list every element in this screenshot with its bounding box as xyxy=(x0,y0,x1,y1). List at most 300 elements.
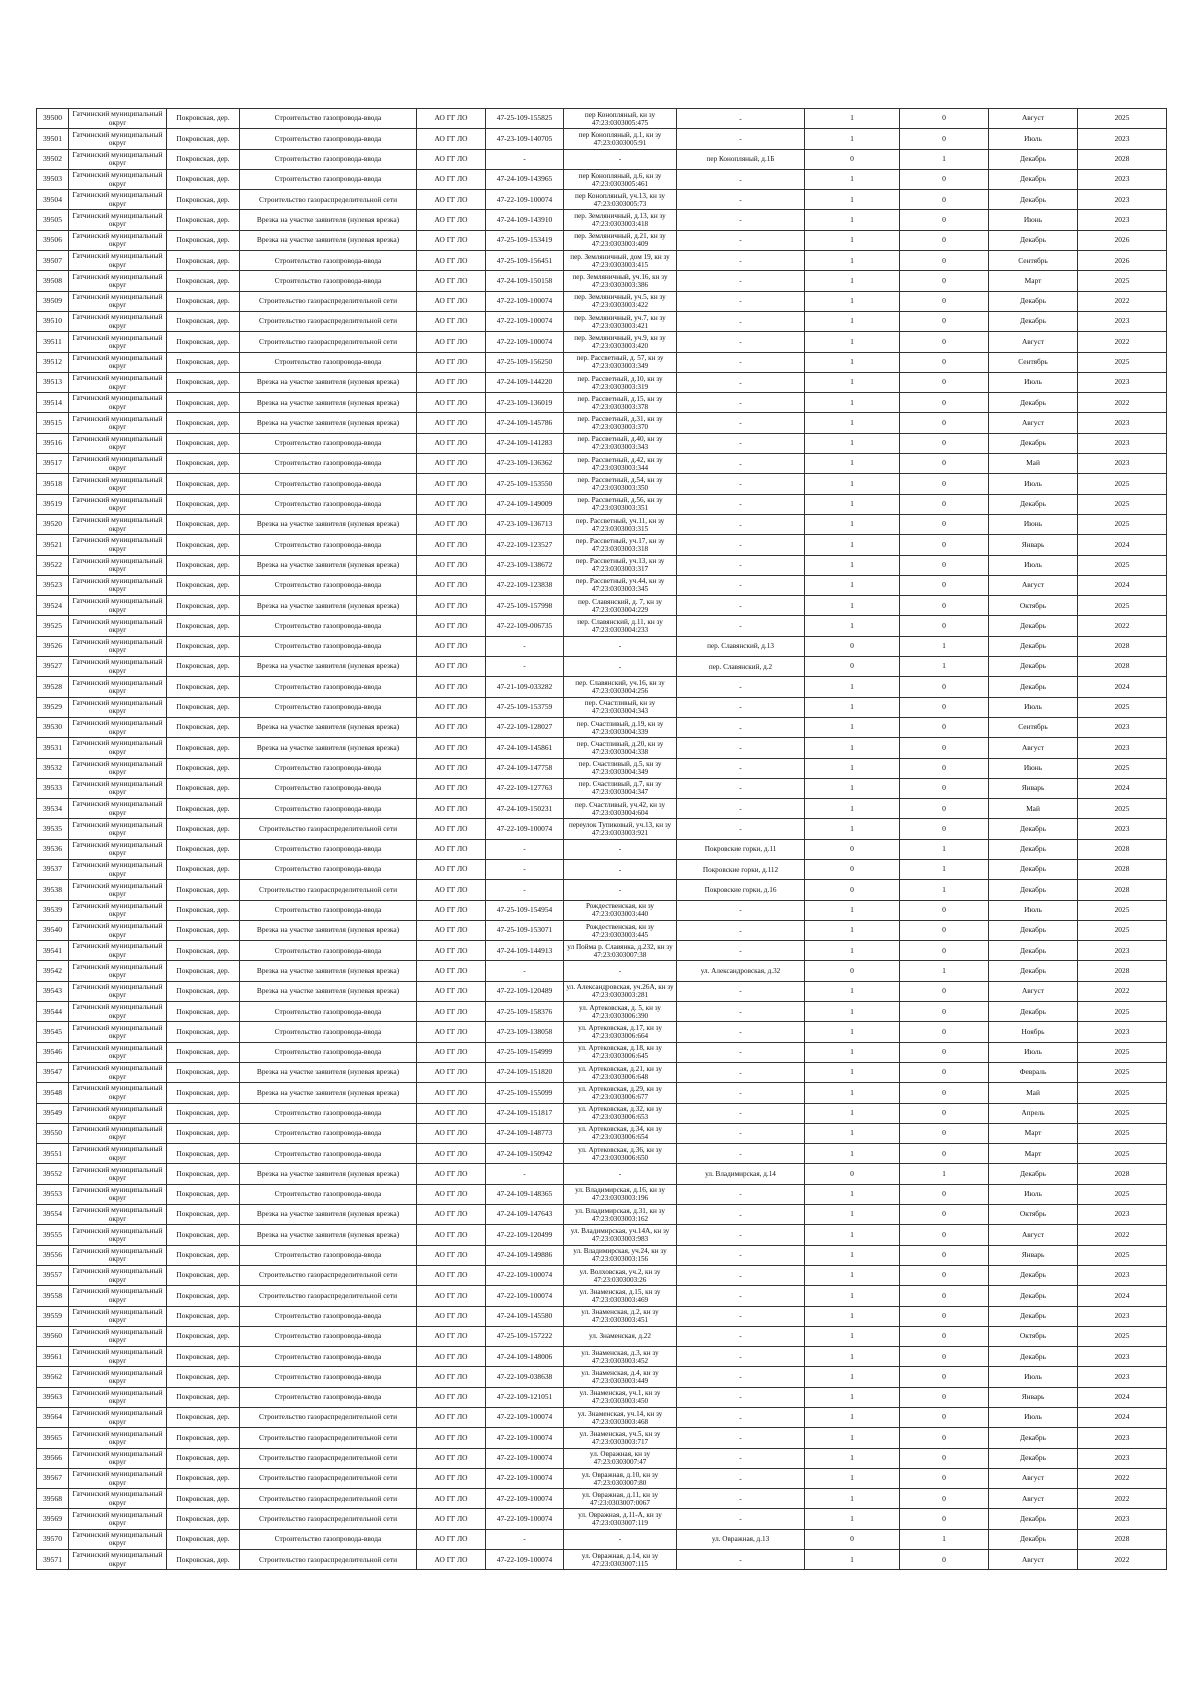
cell-address: - xyxy=(677,981,805,1001)
cell-row-id: 39551 xyxy=(37,1144,69,1164)
cell-month: Май xyxy=(989,454,1078,474)
cell-count-a: 1 xyxy=(805,109,900,129)
cell-count-a: 1 xyxy=(805,1408,900,1428)
cell-address: - xyxy=(677,1225,805,1245)
cell-month: Июль xyxy=(989,697,1078,717)
cell-address: - xyxy=(677,1205,805,1225)
cell-organization: АО ГГ ЛО xyxy=(417,961,486,981)
cell-contract-number: 47-25-109-157222 xyxy=(486,1326,564,1346)
table-row xyxy=(37,1367,1167,1387)
table-row xyxy=(37,758,1167,778)
cell-district: Гатчинский муниципальный округ xyxy=(69,1022,167,1042)
cell-contract-number: 47-22-109-123527 xyxy=(486,535,564,555)
cell-month: Декабрь xyxy=(989,920,1078,940)
cell-count-b: 0 xyxy=(900,1205,989,1225)
cell-organization: АО ГГ ЛО xyxy=(417,555,486,575)
cell-settlement: Покровская, дер. xyxy=(167,596,240,616)
cell-organization: АО ГГ ЛО xyxy=(417,1468,486,1488)
cell-address: - xyxy=(677,717,805,737)
cell-address-cadastral: - xyxy=(564,1529,677,1549)
table-row xyxy=(37,1408,1167,1428)
cell-contract-number: 47-25-109-158376 xyxy=(486,1002,564,1022)
cell-address: - xyxy=(677,109,805,129)
cell-organization: АО ГГ ЛО xyxy=(417,129,486,149)
table-row xyxy=(37,291,1167,311)
table-row xyxy=(37,311,1167,331)
cell-count-b: 0 xyxy=(900,433,989,453)
cell-work-type: Строительство газопровода-ввода xyxy=(240,535,417,555)
cell-address: - xyxy=(677,1062,805,1082)
table-row xyxy=(37,169,1167,189)
cell-month: Июль xyxy=(989,474,1078,494)
cell-address-cadastral: пер. Рассветный, д.31, кн зу 47:23:0303003:370 xyxy=(564,413,677,433)
cell-address-cadastral: - xyxy=(564,1164,677,1184)
cell-count-a: 1 xyxy=(805,1509,900,1529)
cell-district: Гатчинский муниципальный округ xyxy=(69,190,167,210)
cell-count-b: 0 xyxy=(900,1448,989,1468)
cell-contract-number: 47-24-109-148006 xyxy=(486,1347,564,1367)
cell-month: Январь xyxy=(989,1387,1078,1407)
cell-count-a: 0 xyxy=(805,961,900,981)
cell-work-type: Врезка на участке заявителя (нулевая врезка) xyxy=(240,1225,417,1245)
cell-count-b: 0 xyxy=(900,271,989,291)
cell-settlement: Покровская, дер. xyxy=(167,738,240,758)
cell-district: Гатчинский муниципальный округ xyxy=(69,799,167,819)
cell-district: Гатчинский муниципальный округ xyxy=(69,1387,167,1407)
cell-row-id: 39513 xyxy=(37,372,69,392)
cell-district: Гатчинский муниципальный округ xyxy=(69,1083,167,1103)
cell-year: 2026 xyxy=(1078,251,1167,271)
table-row xyxy=(37,616,1167,636)
cell-month: Август xyxy=(989,109,1078,129)
table-row xyxy=(37,1265,1167,1285)
cell-contract-number: 47-24-109-150158 xyxy=(486,271,564,291)
cell-count-a: 1 xyxy=(805,129,900,149)
cell-count-b: 0 xyxy=(900,1387,989,1407)
table-row xyxy=(37,454,1167,474)
cell-settlement: Покровская, дер. xyxy=(167,1387,240,1407)
cell-year: 2025 xyxy=(1078,920,1167,940)
cell-work-type: Врезка на участке заявителя (нулевая врезка) xyxy=(240,1164,417,1184)
cell-settlement: Покровская, дер. xyxy=(167,149,240,169)
cell-contract-number: 47-24-109-144220 xyxy=(486,372,564,392)
cell-address-cadastral: ул. Артековская, д.17, кн зу 47:23:0303006:664 xyxy=(564,1022,677,1042)
table-row xyxy=(37,859,1167,879)
cell-contract-number: 47-24-109-147643 xyxy=(486,1205,564,1225)
cell-year: 2025 xyxy=(1078,1123,1167,1143)
cell-organization: АО ГГ ЛО xyxy=(417,190,486,210)
cell-count-a: 1 xyxy=(805,1022,900,1042)
cell-address-cadastral: ул. Овражная, д.11, кн зу 47:23:0303007:0067 xyxy=(564,1489,677,1509)
cell-row-id: 39559 xyxy=(37,1306,69,1326)
cell-count-b: 0 xyxy=(900,1286,989,1306)
cell-contract-number: 47-24-109-147758 xyxy=(486,758,564,778)
cell-year: 2022 xyxy=(1078,291,1167,311)
cell-count-b: 1 xyxy=(900,1164,989,1184)
cell-count-a: 1 xyxy=(805,819,900,839)
cell-contract-number: 47-24-109-143965 xyxy=(486,169,564,189)
cell-count-a: 1 xyxy=(805,555,900,575)
cell-count-a: 1 xyxy=(805,433,900,453)
cell-district: Гатчинский муниципальный округ xyxy=(69,778,167,798)
cell-year: 2023 xyxy=(1078,190,1167,210)
cell-address: - xyxy=(677,1002,805,1022)
cell-contract-number: 47-22-109-038638 xyxy=(486,1367,564,1387)
cell-address-cadastral: пер. Земляничный, уч.5, кн зу 47:23:0303003:422 xyxy=(564,291,677,311)
cell-row-id: 39512 xyxy=(37,352,69,372)
cell-address: Покровские горки, д.11 xyxy=(677,839,805,859)
cell-contract-number: - xyxy=(486,636,564,656)
cell-address: - xyxy=(677,291,805,311)
cell-settlement: Покровская, дер. xyxy=(167,474,240,494)
cell-count-b: 0 xyxy=(900,535,989,555)
cell-address: - xyxy=(677,596,805,616)
cell-organization: АО ГГ ЛО xyxy=(417,372,486,392)
cell-count-b: 0 xyxy=(900,210,989,230)
cell-settlement: Покровская, дер. xyxy=(167,1123,240,1143)
cell-month: Декабрь xyxy=(989,677,1078,697)
cell-address-cadastral: - xyxy=(564,657,677,677)
cell-contract-number: 47-24-109-145786 xyxy=(486,413,564,433)
cell-organization: АО ГГ ЛО xyxy=(417,1306,486,1326)
cell-month: Август xyxy=(989,332,1078,352)
cell-address-cadastral: ул. Знаменская, д.4, кн зу 47:23:0303003:449 xyxy=(564,1367,677,1387)
cell-contract-number: - xyxy=(486,859,564,879)
cell-work-type: Строительство газопровода-ввода xyxy=(240,1529,417,1549)
cell-address: - xyxy=(677,1103,805,1123)
cell-year: 2022 xyxy=(1078,1489,1167,1509)
cell-settlement: Покровская, дер. xyxy=(167,352,240,372)
cell-count-a: 1 xyxy=(805,1428,900,1448)
cell-row-id: 39567 xyxy=(37,1468,69,1488)
cell-row-id: 39519 xyxy=(37,494,69,514)
table-row xyxy=(37,900,1167,920)
cell-district: Гатчинский муниципальный округ xyxy=(69,1550,167,1570)
cell-count-b: 0 xyxy=(900,1306,989,1326)
cell-month: Август xyxy=(989,1468,1078,1488)
cell-settlement: Покровская, дер. xyxy=(167,920,240,940)
cell-settlement: Покровская, дер. xyxy=(167,109,240,129)
cell-count-b: 1 xyxy=(900,961,989,981)
cell-month: Декабрь xyxy=(989,1347,1078,1367)
table-row xyxy=(37,1245,1167,1265)
cell-address: - xyxy=(677,799,805,819)
cell-row-id: 39518 xyxy=(37,474,69,494)
cell-address-cadastral: ул. Знаменская, д.22 xyxy=(564,1326,677,1346)
cell-month: Декабрь xyxy=(989,1306,1078,1326)
cell-count-b: 0 xyxy=(900,1144,989,1164)
cell-organization: АО ГГ ЛО xyxy=(417,1225,486,1245)
cell-count-b: 0 xyxy=(900,1367,989,1387)
cell-row-id: 39561 xyxy=(37,1347,69,1367)
cell-count-a: 1 xyxy=(805,210,900,230)
cell-row-id: 39523 xyxy=(37,575,69,595)
cell-work-type: Строительство газораспределительной сети xyxy=(240,291,417,311)
cell-address: - xyxy=(677,1408,805,1428)
cell-work-type: Строительство газопровода-ввода xyxy=(240,941,417,961)
cell-settlement: Покровская, дер. xyxy=(167,1489,240,1509)
table-row xyxy=(37,880,1167,900)
cell-count-a: 1 xyxy=(805,454,900,474)
cell-count-a: 1 xyxy=(805,332,900,352)
cell-district: Гатчинский муниципальный округ xyxy=(69,372,167,392)
cell-contract-number: 47-23-109-138672 xyxy=(486,555,564,575)
cell-organization: АО ГГ ЛО xyxy=(417,1083,486,1103)
cell-work-type: Строительство газопровода-ввода xyxy=(240,697,417,717)
cell-year: 2025 xyxy=(1078,1245,1167,1265)
cell-address-cadastral: Рождественская, кн зу 47:23:0303003:440 xyxy=(564,900,677,920)
table-row xyxy=(37,839,1167,859)
cell-address-cadastral: пер. Рассветный, уч.13, кн зу 47:23:0303003:317 xyxy=(564,555,677,575)
cell-count-a: 1 xyxy=(805,474,900,494)
cell-organization: АО ГГ ЛО xyxy=(417,149,486,169)
table-row xyxy=(37,920,1167,940)
cell-count-b: 0 xyxy=(900,778,989,798)
cell-district: Гатчинский муниципальный округ xyxy=(69,149,167,169)
cell-count-a: 1 xyxy=(805,1083,900,1103)
cell-settlement: Покровская, дер. xyxy=(167,1326,240,1346)
cell-row-id: 39531 xyxy=(37,738,69,758)
cell-district: Гатчинский муниципальный округ xyxy=(69,1326,167,1346)
cell-month: Декабрь xyxy=(989,657,1078,677)
cell-settlement: Покровская, дер. xyxy=(167,413,240,433)
cell-address: - xyxy=(677,819,805,839)
cell-settlement: Покровская, дер. xyxy=(167,717,240,737)
cell-count-b: 0 xyxy=(900,1347,989,1367)
cell-count-b: 0 xyxy=(900,109,989,129)
cell-address-cadastral: ул. Артековская, д.36, кн зу 47:23:0303006:650 xyxy=(564,1144,677,1164)
cell-count-b: 0 xyxy=(900,1083,989,1103)
cell-settlement: Покровская, дер. xyxy=(167,210,240,230)
cell-year: 2025 xyxy=(1078,1326,1167,1346)
cell-organization: АО ГГ ЛО xyxy=(417,1265,486,1285)
cell-contract-number: - xyxy=(486,149,564,169)
cell-district: Гатчинский муниципальный округ xyxy=(69,616,167,636)
cell-work-type: Врезка на участке заявителя (нулевая врезка) xyxy=(240,1083,417,1103)
cell-row-id: 39503 xyxy=(37,169,69,189)
cell-row-id: 39555 xyxy=(37,1225,69,1245)
cell-district: Гатчинский муниципальный округ xyxy=(69,1509,167,1529)
cell-district: Гатчинский муниципальный округ xyxy=(69,1164,167,1184)
table-row xyxy=(37,109,1167,129)
cell-organization: АО ГГ ЛО xyxy=(417,514,486,534)
cell-address-cadastral: ул. Артековская, д.34, кн зу 47:23:0303006:654 xyxy=(564,1123,677,1143)
cell-year: 2023 xyxy=(1078,738,1167,758)
cell-address-cadastral: пер Конопляный, уч.13, кн зу 47:23:0303005:73 xyxy=(564,190,677,210)
table-row xyxy=(37,393,1167,413)
cell-settlement: Покровская, дер. xyxy=(167,677,240,697)
cell-address: - xyxy=(677,1509,805,1529)
cell-settlement: Покровская, дер. xyxy=(167,332,240,352)
cell-contract-number: 47-25-109-153550 xyxy=(486,474,564,494)
cell-settlement: Покровская, дер. xyxy=(167,941,240,961)
cell-address-cadastral: пер Конопляный, кн зу 47:23:0303005:475 xyxy=(564,109,677,129)
cell-year: 2024 xyxy=(1078,1387,1167,1407)
cell-month: Декабрь xyxy=(989,839,1078,859)
table-row xyxy=(37,1306,1167,1326)
cell-address: - xyxy=(677,1387,805,1407)
cell-count-a: 1 xyxy=(805,413,900,433)
cell-row-id: 39560 xyxy=(37,1326,69,1346)
cell-organization: АО ГГ ЛО xyxy=(417,900,486,920)
cell-count-b: 0 xyxy=(900,494,989,514)
cell-address-cadastral: ул. Знаменская, уч.14, кн зу 47:23:0303003:468 xyxy=(564,1408,677,1428)
cell-count-b: 1 xyxy=(900,657,989,677)
cell-district: Гатчинский муниципальный округ xyxy=(69,1103,167,1123)
cell-address-cadastral: пер. Рассветный, д.10, кн зу 47:23:0303003:319 xyxy=(564,372,677,392)
cell-contract-number: 47-21-109-033282 xyxy=(486,677,564,697)
cell-address-cadastral: пер. Земляничный, д.13, кн зу 47:23:0303003:418 xyxy=(564,210,677,230)
cell-year: 2025 xyxy=(1078,1002,1167,1022)
cell-year: 2023 xyxy=(1078,210,1167,230)
cell-month: Декабрь xyxy=(989,859,1078,879)
cell-district: Гатчинский муниципальный округ xyxy=(69,474,167,494)
cell-settlement: Покровская, дер. xyxy=(167,1306,240,1326)
cell-year: 2025 xyxy=(1078,596,1167,616)
cell-count-a: 1 xyxy=(805,799,900,819)
cell-count-b: 0 xyxy=(900,1184,989,1204)
cell-month: Декабрь xyxy=(989,1286,1078,1306)
cell-address-cadastral: пер. Рассветный, уч.11, кн зу 47:23:0303003:315 xyxy=(564,514,677,534)
cell-district: Гатчинский муниципальный округ xyxy=(69,332,167,352)
cell-row-id: 39552 xyxy=(37,1164,69,1184)
cell-row-id: 39528 xyxy=(37,677,69,697)
cell-year: 2028 xyxy=(1078,880,1167,900)
cell-district: Гатчинский муниципальный округ xyxy=(69,677,167,697)
cell-address: - xyxy=(677,1265,805,1285)
cell-contract-number: 47-24-109-151817 xyxy=(486,1103,564,1123)
cell-year: 2025 xyxy=(1078,1042,1167,1062)
cell-address: - xyxy=(677,941,805,961)
cell-settlement: Покровская, дер. xyxy=(167,230,240,250)
cell-count-a: 1 xyxy=(805,1468,900,1488)
cell-contract-number: 47-25-109-157998 xyxy=(486,596,564,616)
table-row xyxy=(37,1509,1167,1529)
cell-contract-number: 47-25-109-156451 xyxy=(486,251,564,271)
cell-year: 2024 xyxy=(1078,575,1167,595)
cell-year: 2023 xyxy=(1078,1367,1167,1387)
cell-year: 2024 xyxy=(1078,677,1167,697)
cell-row-id: 39548 xyxy=(37,1083,69,1103)
cell-settlement: Покровская, дер. xyxy=(167,1002,240,1022)
cell-contract-number: 47-22-109-123838 xyxy=(486,575,564,595)
cell-work-type: Строительство газопровода-ввода xyxy=(240,109,417,129)
cell-month: Декабрь xyxy=(989,1164,1078,1184)
cell-month: Август xyxy=(989,1489,1078,1509)
cell-organization: АО ГГ ЛО xyxy=(417,616,486,636)
cell-district: Гатчинский муниципальный округ xyxy=(69,555,167,575)
cell-count-b: 0 xyxy=(900,819,989,839)
cell-count-a: 0 xyxy=(805,859,900,879)
cell-address-cadastral: ул. Знаменская, уч.1, кн зу 47:23:0303003:450 xyxy=(564,1387,677,1407)
cell-contract-number: 47-24-109-144913 xyxy=(486,941,564,961)
cell-contract-number: 47-22-109-006735 xyxy=(486,616,564,636)
cell-contract-number: 47-25-109-154954 xyxy=(486,900,564,920)
cell-contract-number: - xyxy=(486,657,564,677)
table-row xyxy=(37,596,1167,616)
cell-organization: АО ГГ ЛО xyxy=(417,697,486,717)
cell-district: Гатчинский муниципальный округ xyxy=(69,1408,167,1428)
cell-work-type: Строительство газораспределительной сети xyxy=(240,190,417,210)
cell-month: Январь xyxy=(989,535,1078,555)
cell-organization: АО ГГ ЛО xyxy=(417,1448,486,1468)
cell-district: Гатчинский муниципальный округ xyxy=(69,961,167,981)
cell-month: Август xyxy=(989,575,1078,595)
cell-month: Сентябрь xyxy=(989,251,1078,271)
cell-row-id: 39556 xyxy=(37,1245,69,1265)
cell-organization: АО ГГ ЛО xyxy=(417,1022,486,1042)
cell-organization: АО ГГ ЛО xyxy=(417,1367,486,1387)
cell-contract-number: - xyxy=(486,880,564,900)
cell-address: - xyxy=(677,514,805,534)
cell-organization: АО ГГ ЛО xyxy=(417,1550,486,1570)
cell-address: - xyxy=(677,311,805,331)
cell-organization: АО ГГ ЛО xyxy=(417,880,486,900)
cell-organization: АО ГГ ЛО xyxy=(417,352,486,372)
table-row xyxy=(37,738,1167,758)
cell-organization: АО ГГ ЛО xyxy=(417,1326,486,1346)
cell-work-type: Строительство газораспределительной сети xyxy=(240,311,417,331)
cell-row-id: 39533 xyxy=(37,778,69,798)
cell-settlement: Покровская, дер. xyxy=(167,1428,240,1448)
cell-settlement: Покровская, дер. xyxy=(167,778,240,798)
cell-district: Гатчинский муниципальный округ xyxy=(69,1245,167,1265)
table-row xyxy=(37,555,1167,575)
cell-month: Сентябрь xyxy=(989,352,1078,372)
cell-organization: АО ГГ ЛО xyxy=(417,839,486,859)
cell-row-id: 39509 xyxy=(37,291,69,311)
cell-month: Июль xyxy=(989,1367,1078,1387)
cell-address-cadastral: пер. Земляничный, дом 19, кн зу 47:23:0303003:415 xyxy=(564,251,677,271)
cell-count-a: 0 xyxy=(805,839,900,859)
cell-row-id: 39501 xyxy=(37,129,69,149)
cell-district: Гатчинский муниципальный округ xyxy=(69,230,167,250)
cell-address: - xyxy=(677,900,805,920)
cell-contract-number: 47-23-109-136362 xyxy=(486,454,564,474)
cell-work-type: Врезка на участке заявителя (нулевая врезка) xyxy=(240,230,417,250)
cell-count-a: 1 xyxy=(805,1286,900,1306)
cell-address-cadastral: ул. Владимирская, д.16, кн зу 47:23:0303003:196 xyxy=(564,1184,677,1204)
cell-contract-number: 47-25-109-155825 xyxy=(486,109,564,129)
cell-work-type: Строительство газопровода-ввода xyxy=(240,1002,417,1022)
cell-contract-number: 47-24-109-150942 xyxy=(486,1144,564,1164)
cell-contract-number: 47-23-109-136019 xyxy=(486,393,564,413)
cell-district: Гатчинский муниципальный округ xyxy=(69,575,167,595)
cell-row-id: 39527 xyxy=(37,657,69,677)
cell-settlement: Покровская, дер. xyxy=(167,1509,240,1529)
cell-year: 2025 xyxy=(1078,555,1167,575)
cell-address: - xyxy=(677,920,805,940)
cell-contract-number: 47-24-109-148773 xyxy=(486,1123,564,1143)
cell-district: Гатчинский муниципальный округ xyxy=(69,1123,167,1143)
cell-month: Июль xyxy=(989,1042,1078,1062)
table-row xyxy=(37,1529,1167,1549)
cell-month: Декабрь xyxy=(989,291,1078,311)
cell-address: - xyxy=(677,1550,805,1570)
cell-year: 2028 xyxy=(1078,859,1167,879)
cell-contract-number: 47-25-109-155099 xyxy=(486,1083,564,1103)
cell-contract-number: - xyxy=(486,1529,564,1549)
cell-work-type: Строительство газопровода-ввода xyxy=(240,1042,417,1062)
cell-count-a: 1 xyxy=(805,575,900,595)
cell-address-cadastral: ул. Артековская, д.29, кн зу 47:23:0303006:677 xyxy=(564,1083,677,1103)
cell-count-a: 1 xyxy=(805,1306,900,1326)
cell-organization: АО ГГ ЛО xyxy=(417,393,486,413)
cell-month: Декабрь xyxy=(989,230,1078,250)
cell-row-id: 39558 xyxy=(37,1286,69,1306)
cell-work-type: Врезка на участке заявителя (нулевая врезка) xyxy=(240,596,417,616)
cell-district: Гатчинский муниципальный округ xyxy=(69,433,167,453)
